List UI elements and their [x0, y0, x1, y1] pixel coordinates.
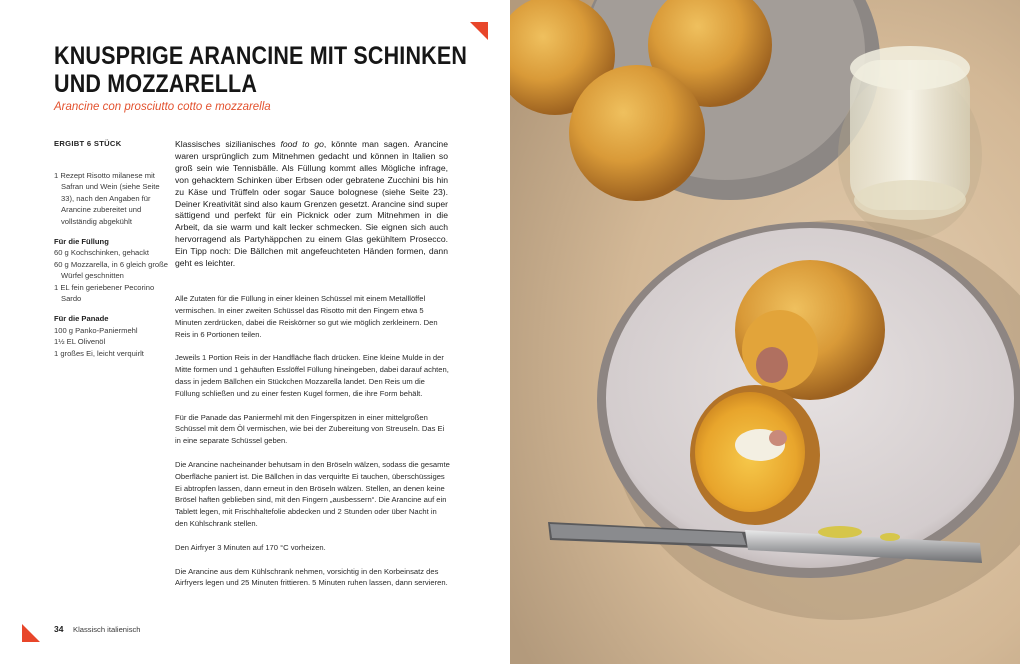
intro-text-emphasis: food to go	[280, 139, 324, 149]
food-photo-illustration	[510, 0, 1020, 664]
yield-label: ERGIBT 6 STÜCK	[54, 139, 122, 148]
section-name: Klassisch italienisch	[73, 625, 141, 634]
filling-ingredient-item: 60 g Kochschinken, gehackt	[54, 248, 149, 258]
ingredient-list	[54, 170, 170, 359]
page-number: 34	[54, 624, 64, 634]
recipe-title-line-2: UND MOZZARELLA	[54, 70, 258, 98]
filling-ingredient-item: 60 g Mozzarella, in 6 gleich große Würfel geschnitten	[54, 259, 168, 281]
recipe-title	[54, 42, 468, 98]
method-step: Die Arancine aus dem Kühlschrank nehmen, vorsichtig in den Korbeinsatz des Airfryers legen und 25 Minuten frittieren. 5 Minuten ruhen lassen, dann servieren.	[175, 566, 448, 588]
ingredient-group-filling	[54, 247, 170, 304]
food-photo	[510, 0, 1020, 664]
recipe-title-line-1: KNUSPRIGE ARANCINE MIT SCHINKEN	[54, 42, 468, 70]
ingredient-item: 1 Rezept Risotto milanese mit Safran und Wein (siehe Seite 33), nach den Angaben für Arancine zubereitet und vollständig abgekühlt	[54, 171, 160, 226]
breading-ingredient-item: 1 großes Ei, leicht verquirlt	[54, 348, 144, 358]
filling-ingredient-item: 1 EL fein geriebener Pecorino Sardo	[54, 282, 155, 304]
ingredient-group-base	[54, 170, 170, 227]
intro-text-start: Klassisches sizilianisches	[175, 139, 281, 149]
method-step: Jeweils 1 Portion Reis in der Handfläche flach drücken. Eine kleine Mulde in der Mitte formen und 1 gehäuften Esslöffel Füllung hineingeben, dabei darauf achten, dass in jedem Bällchen ein Stückchen Mozzarella landet. Den Reis um die Füllung schließen und zu einer festen Kugel formen, die ihre Form behält.	[175, 353, 449, 398]
filling-heading: Für die Füllung	[54, 237, 109, 247]
method-step: Den Airfryer 3 Minuten auf 170 °C vorheizen.	[175, 542, 326, 552]
corner-marker-bottom	[22, 624, 40, 642]
method-steps	[175, 293, 450, 601]
breading-ingredient-item: 1½ EL Olivenöl	[54, 337, 106, 347]
method-step: Für die Panade das Paniermehl mit den Fingerspitzen in einer mittelgroßen Schüssel mit dem Öl vermischen, wie bei der Zubereitung von Streuseln. Das Ei in eine separate Schüssel geben.	[175, 412, 445, 446]
intro-text-end: , könnte man sagen. Arancine waren ursprünglich zum Mitnehmen gedacht und können in Italien so groß sein wie Tennisbälle. Als Füllung kommt alles Mögliche infrage, von gehacktem Schinken über Erbsen oder gebratene Zucchini bis hin zu Käse und Trüffeln oder sogar Sauce bolognese (siehe Seite 23). Deiner Kreativität sind also kaum Grenzen gesetzt. Arancine sind super sättigend und perfekt für ein Picknick oder zum Mitnehmen in die Arbeit, da sie warm und kalt lecker schmecken. Sie eignen sich auch hervorragend als Partyhäppchen zu einem Glas gekühltem Prosecco. Ein Tipp noch: Die Bällchen mit angefeuchteten Händen formen, dann geht es leichter.	[175, 139, 448, 269]
recipe-subtitle: Arancine con prosciutto cotto e mozzarella	[54, 101, 271, 113]
method-step: Die Arancine nacheinander behutsam in den Bröseln wälzen, sodass die gesamte Oberfläche paniert ist. Die Bällchen in das verquirlte Ei tauchen, überschüssiges Ei abtropfen lassen, dann erneut in den Bröseln wälzen. Stellen, an denen keine Brösel haften geblieben sind, mit den Fingern „ausbessern“. Die Arancine auf ein Tablett legen, mit Frischhaltefolie abdecken und 2 Stunden oder über Nacht in den Kühlschrank stellen.	[175, 459, 450, 529]
ingredient-group-breading	[54, 325, 170, 359]
corner-marker-top	[470, 22, 488, 40]
method-step: Alle Zutaten für die Füllung in einer kleinen Schüssel mit einem Metalllöffel vermischen. In einer zweiten Schüssel das Risotto mit den Fingern etwa 5 Minuten zerdrücken, dabei die Reiskörner so gut wie möglich zerkleinern. Den Reis in 6 Portionen teilen.	[175, 294, 438, 339]
intro-paragraph	[175, 139, 448, 270]
breading-heading: Für die Panade	[54, 314, 109, 324]
breading-ingredient-item: 100 g Panko-Paniermehl	[54, 325, 138, 335]
